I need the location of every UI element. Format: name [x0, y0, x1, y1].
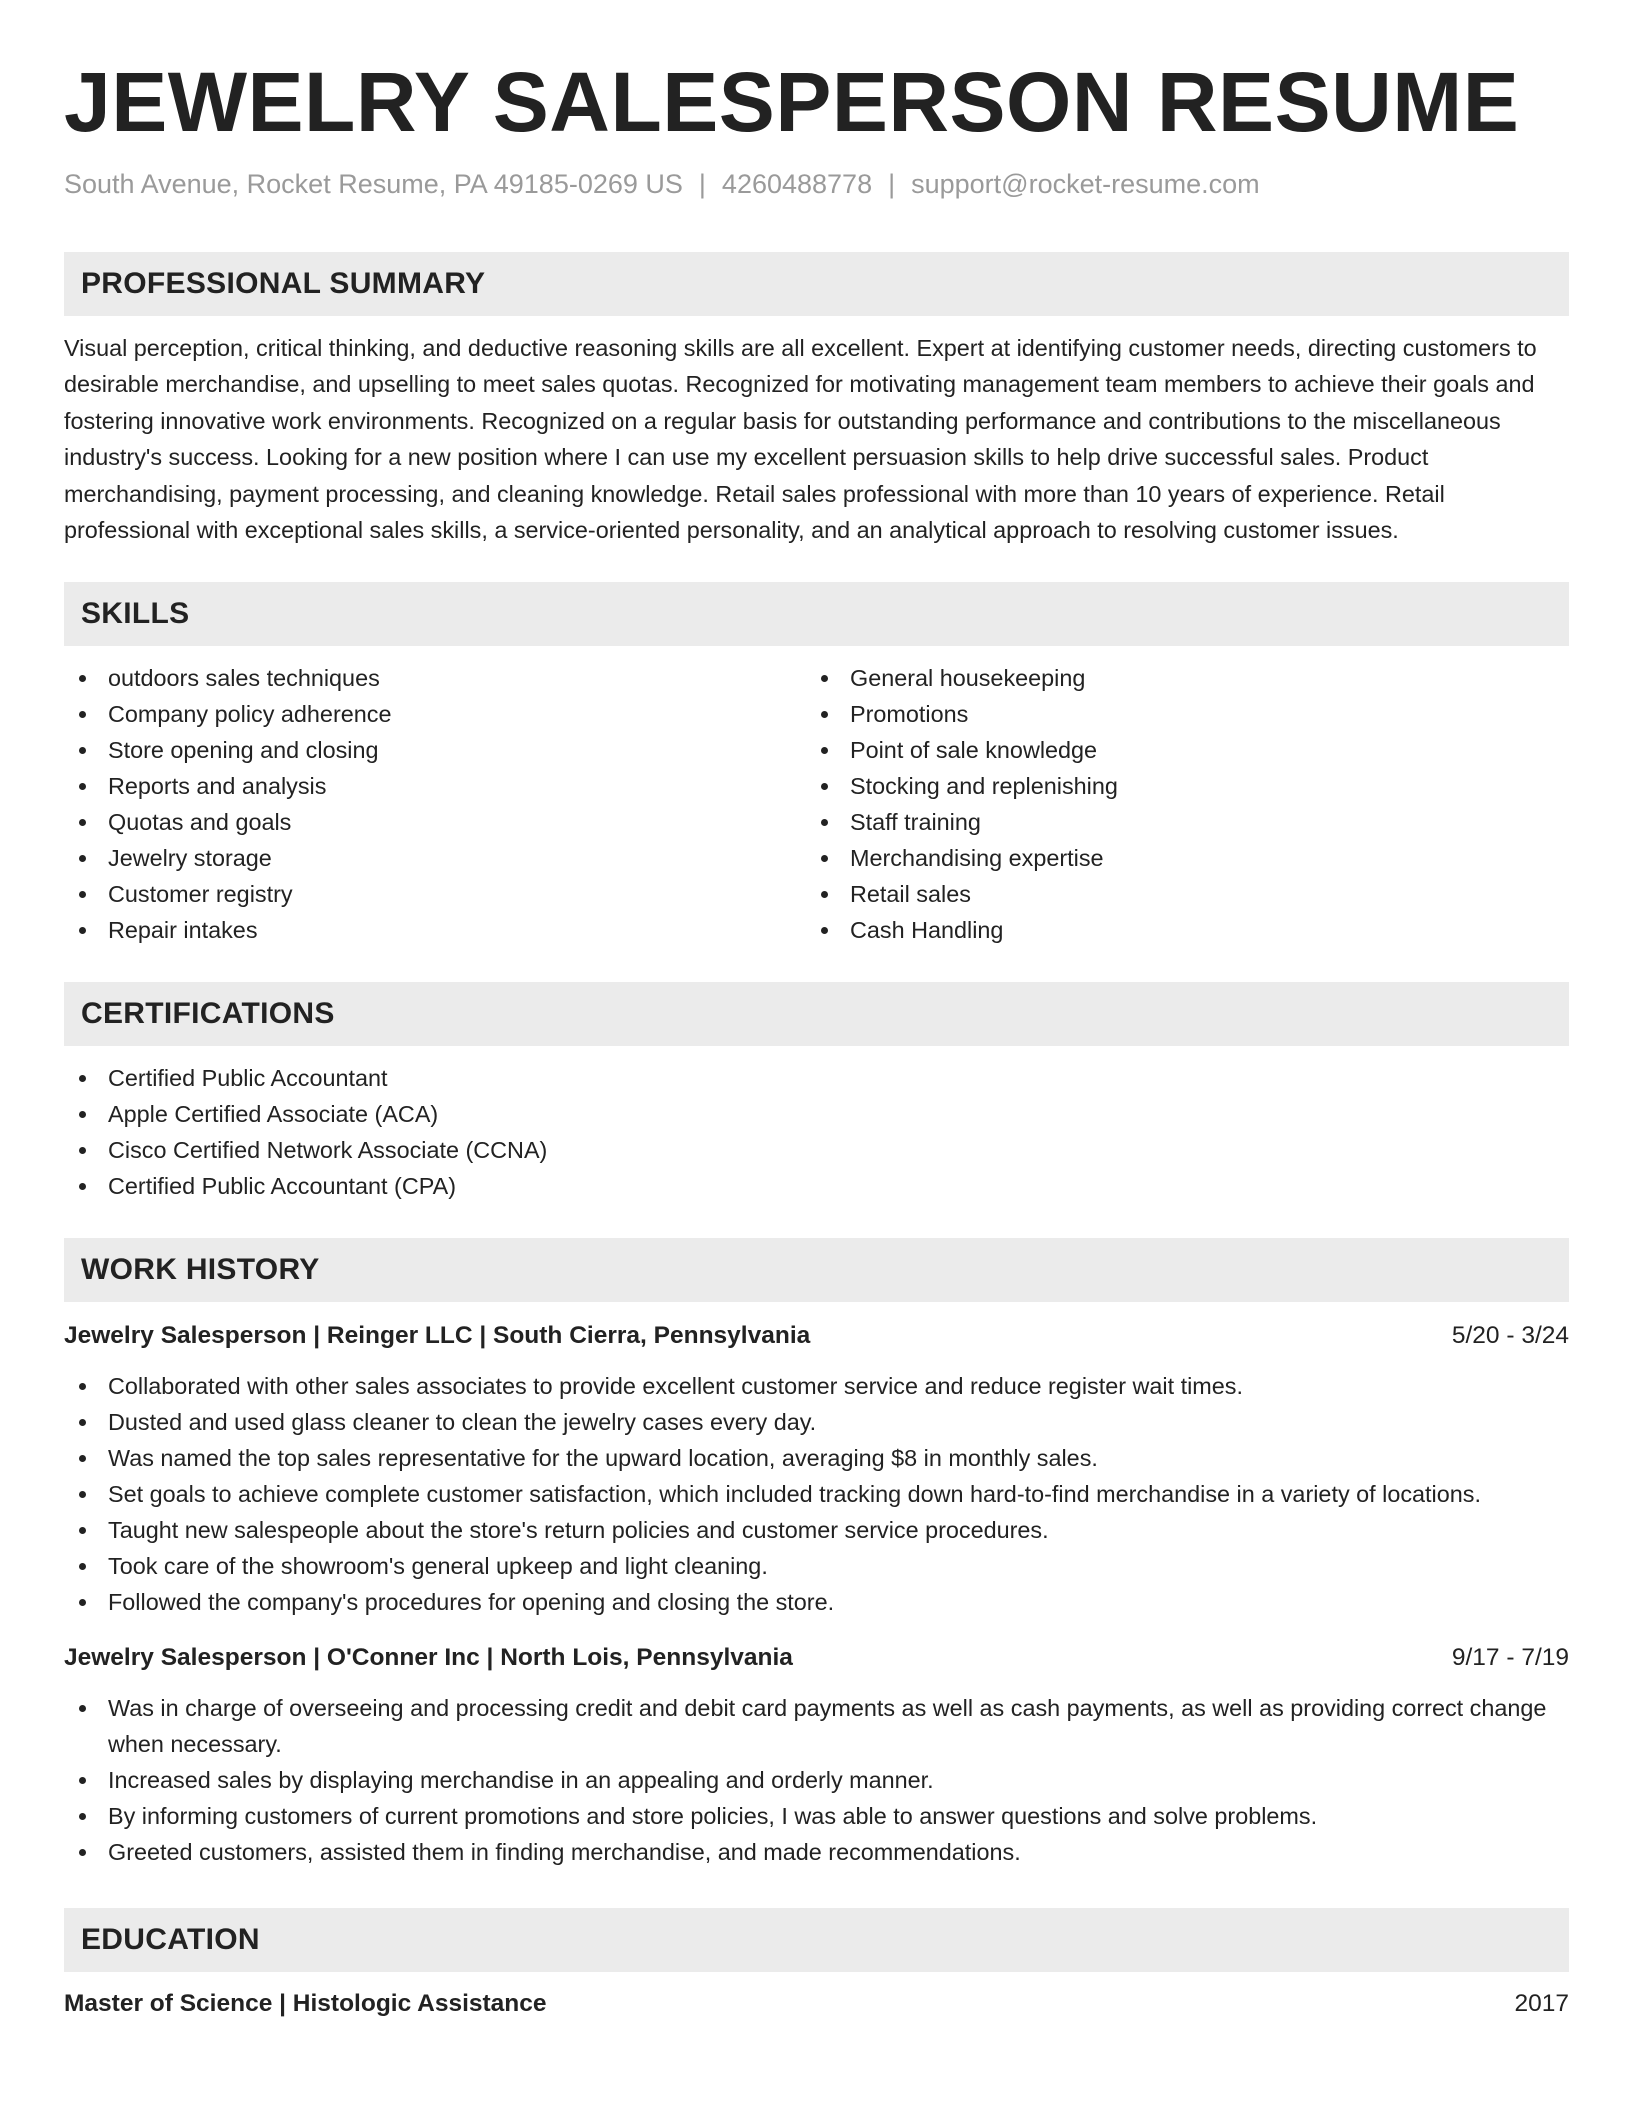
education-year: 2017: [1514, 1990, 1569, 2018]
education-degree: Master of Science | Histologic Assistance: [64, 1990, 547, 2018]
skill-item: Stocking and replenishing: [806, 768, 1548, 804]
skill-item: Staff training: [806, 804, 1548, 840]
section-header-work-history: WORK HISTORY: [64, 1238, 1569, 1302]
certification-item: Apple Certified Associate (ACA): [64, 1096, 1569, 1132]
skill-item: outdoors sales techniques: [64, 660, 806, 696]
contact-separator: |: [698, 169, 706, 199]
skill-item: Merchandising expertise: [806, 840, 1548, 876]
job-heading: [64, 1640, 1569, 1676]
skill-item: Company policy adherence: [64, 696, 806, 732]
job-bullet: Took care of the showroom's general upkeep and light cleaning.: [64, 1548, 1569, 1584]
skill-item: Store opening and closing: [64, 732, 806, 768]
job-bullet: Dusted and used glass cleaner to clean the jewelry cases every day.: [64, 1404, 1569, 1440]
skills-list-right: [806, 660, 1548, 948]
certification-item: Certified Public Accountant (CPA): [64, 1168, 1569, 1204]
job-bullet: Set goals to achieve complete customer satisfaction, which included tracking down hard-to-find merchandise in a variety of locations.: [64, 1476, 1569, 1512]
contact-separator: |: [888, 169, 896, 199]
job-bullet: Was in charge of overseeing and processing credit and debit card payments as well as cash payments, as well as providing correct change when necessary.: [64, 1690, 1569, 1762]
job-bullets: [64, 1368, 1569, 1620]
contact-email: support@rocket-resume.com: [911, 169, 1260, 199]
contact-address: South Avenue, Rocket Resume, PA 49185-0269 US: [64, 169, 683, 199]
skill-item: Repair intakes: [64, 912, 806, 948]
certifications-list: [64, 1060, 1569, 1204]
skill-item: Quotas and goals: [64, 804, 806, 840]
contact-line: [64, 166, 1569, 202]
job-dates: 9/17 - 7/19: [1451, 1644, 1569, 1672]
skill-item: Jewelry storage: [64, 840, 806, 876]
skill-item: Reports and analysis: [64, 768, 806, 804]
skill-item: Cash Handling: [806, 912, 1548, 948]
certification-item: Cisco Certified Network Associate (CCNA): [64, 1132, 1569, 1168]
skill-item: Point of sale knowledge: [806, 732, 1548, 768]
job-entry: [64, 1318, 1569, 1620]
job-bullet: Taught new salespeople about the store's return policies and customer service procedures.: [64, 1512, 1569, 1548]
job-bullet: Increased sales by displaying merchandise in an appealing and orderly manner.: [64, 1762, 1569, 1798]
certification-item: Certified Public Accountant: [64, 1060, 1569, 1096]
section-header-certifications: CERTIFICATIONS: [64, 982, 1569, 1046]
job-bullet: By informing customers of current promotions and store policies, I was able to answer questions and solve problems.: [64, 1798, 1569, 1834]
skill-item: Promotions: [806, 696, 1548, 732]
section-header-skills: SKILLS: [64, 582, 1569, 646]
section-header-education: EDUCATION: [64, 1908, 1569, 1972]
skill-item: General housekeeping: [806, 660, 1548, 696]
skills-grid: [64, 660, 1569, 948]
job-bullet: Was named the top sales representative for the upward location, averaging $8 in monthly sales.: [64, 1440, 1569, 1476]
job-bullet: Followed the company's procedures for opening and closing the store.: [64, 1584, 1569, 1620]
job-bullet: Collaborated with other sales associates to provide excellent customer service and reduce register wait times.: [64, 1368, 1569, 1404]
summary-text: Visual perception, critical thinking, and deductive reasoning skills are all excellent. Expert at identifying customer needs, directing customers to desirable merchandise, and upselling to meet sales quotas. Recognized for motivating management team members to achieve their goals and fostering innovative work environments. Recognized on a regular basis for outstanding performance and contributions to the miscellaneous industry's success. Looking for a new position where I can use my excellent persuasion skills to help drive successful sales. Product merchandising, payment processing, and cleaning knowledge. Retail sales professional with more than 10 years of experience. Retail professional with exceptional sales skills, a service-oriented personality, and an analytical approach to resolving customer issues.: [64, 335, 1537, 544]
skill-item: Customer registry: [64, 876, 806, 912]
skill-item: Retail sales: [806, 876, 1548, 912]
job-title: Jewelry Salesperson | O'Conner Inc | North Lois, Pennsylvania: [64, 1644, 793, 1672]
job-bullets: [64, 1690, 1569, 1870]
job-dates: 5/20 - 3/24: [1451, 1322, 1569, 1350]
job-title: Jewelry Salesperson | Reinger LLC | South Cierra, Pennsylvania: [64, 1322, 811, 1350]
education-entry: [64, 1986, 1569, 2022]
section-header-professional-summary: PROFESSIONAL SUMMARY: [64, 252, 1569, 316]
job-bullet: Greeted customers, assisted them in finding merchandise, and made recommendations.: [64, 1834, 1569, 1870]
job-entry: [64, 1640, 1569, 1870]
contact-phone: 4260488778: [721, 169, 873, 199]
job-heading: [64, 1318, 1569, 1354]
skills-list-left: [64, 660, 806, 948]
resume-title: JEWELRY SALESPERSON RESUME: [64, 55, 1520, 149]
